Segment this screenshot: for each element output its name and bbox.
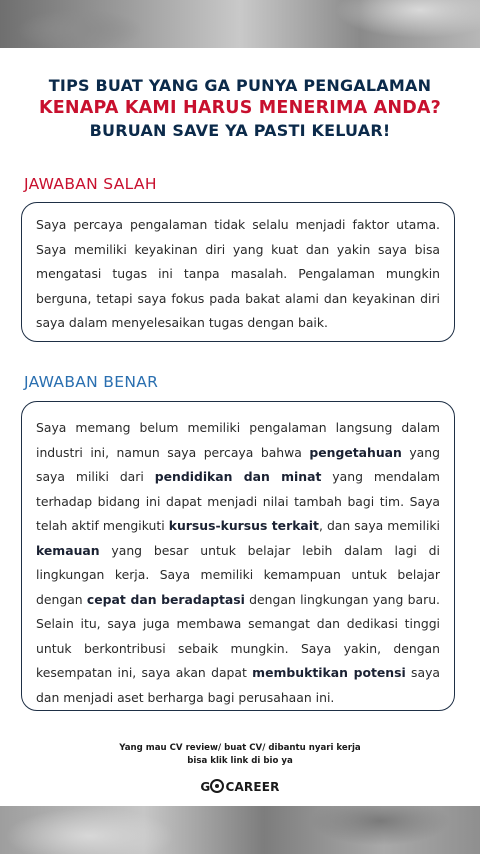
right-text-highlight: cepat dan beradaptasi: [86, 591, 245, 607]
headline: [0, 76, 480, 142]
right-text-part: yang mendalam terhadap bidang ini dapat menjadi nilai tambah bagi tim. Saya telah aktif mengikuti: [36, 469, 440, 533]
brand-name: CAREER: [225, 780, 280, 794]
brand-logo: [0, 779, 480, 794]
wrong-answer-box: [21, 202, 455, 342]
wrong-answer-text: Saya percaya pengalaman tidak selalu menjadi faktor utama. Saya memiliki keyakinan diri yang kuat dan yakin saya bisa mengatasi tugas ini tanpa masalah. Pengalaman mungkin berguna, tetapi saya fokus pada bakat alami dan keyakinan diri saya dalam menyelesaikan tugas dengan baik.: [36, 217, 440, 330]
logo-circle-icon: [210, 779, 224, 793]
headline-question: KENAPA KAMI HARUS MENERIMA ANDA?: [38, 98, 442, 118]
right-text-part: , dan saya memiliki: [318, 518, 441, 533]
right-answer-title: JAWABAN BENAR: [24, 373, 159, 391]
right-text-highlight: membuktikan potensi: [252, 665, 406, 680]
right-text-highlight: kursus-kursus terkait: [168, 518, 319, 533]
right-text-part: yang saya miliki dari: [36, 444, 440, 484]
right-text-part: dengan lingkungan yang baru. Selain itu, saya juga membawa semangat dan dedikasi tinggi untuk berkontribusi sebaik mungkin. Saya yakin, dengan kesempatan ini, saya akan dapat: [36, 591, 441, 680]
right-text-highlight: pendidikan dan minat: [154, 469, 322, 484]
footer-line-1: Yang mau CV review/ buat CV/ dibantu nyari kerja: [119, 743, 361, 753]
headline-line-3: BURUAN SAVE YA PASTI KELUAR!: [89, 121, 391, 140]
wrong-answer-title: JAWABAN SALAH: [24, 175, 157, 193]
brand-prefix: G: [200, 780, 211, 794]
footer-photo-strip: [0, 806, 480, 854]
footer-cta: [0, 742, 480, 768]
header-photo-strip: [0, 0, 480, 48]
right-answer-box: [21, 401, 455, 711]
right-text-part: yang besar untuk belajar lebih dalam lagi di lingkungan kerja. Saya memiliki kemampuan untuk belajar dengan: [36, 542, 440, 607]
headline-line-1: TIPS BUAT YANG GA PUNYA PENGALAMAN: [48, 76, 432, 95]
right-text-highlight: kemauan: [36, 542, 100, 558]
footer-line-2: bisa klik link di bio ya: [187, 756, 293, 766]
right-text-highlight: pengetahuan: [309, 444, 402, 460]
right-text-part: saya dan menjadi aset berharga bagi perusahaan ini.: [36, 665, 440, 705]
right-text-part: Saya memang belum memiliki pengalaman langsung dalam industri ini, namun saya percaya bahwa: [36, 420, 440, 460]
